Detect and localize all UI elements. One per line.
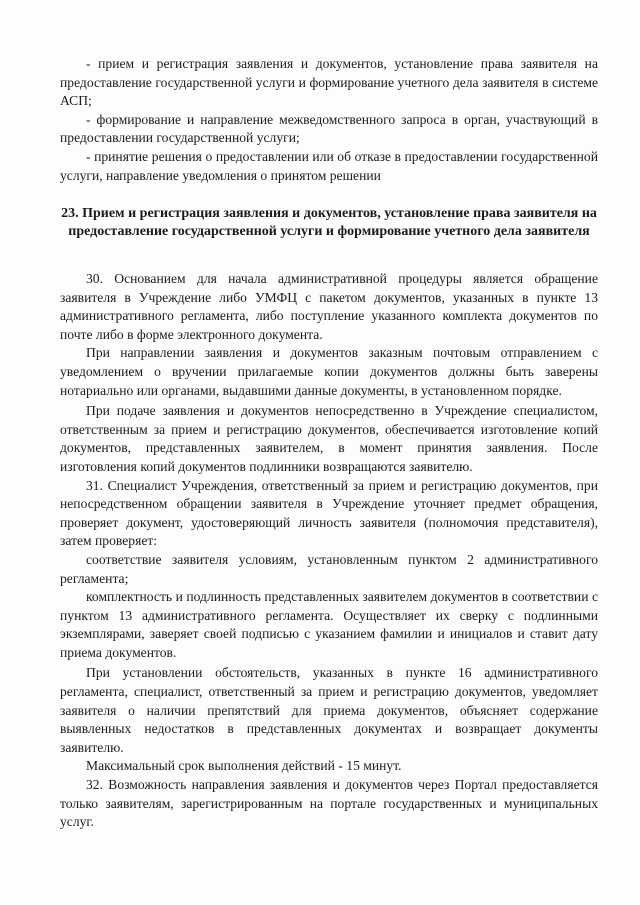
paragraph-32: 32. Возможность направления заявления и документов через Портал предоставляется только заявителям, зарегистрированным на портале государственных и муниципальных услуг. — [60, 777, 598, 830]
paragraph-direct-submission: При подаче заявления и документов непосредственно в Учреждение специалистом, ответственным за прием и регистрацию документов, обеспечивается изготовление копий документов, представленных заявителем, в момент принятия заявления. После изготовления копий документов подлинники возвращаются заявителю. — [60, 403, 598, 474]
paragraph-30: 30. Основанием для начала административной процедуры является обращение заявителя в Учреждение либо УМФЦ с пакетом документов, указанных в пункте 13 административного регламента, либо поступление указанного комплекта документов по почте либо в форме электронного документа. — [60, 271, 598, 342]
list-item: - принятие решения о предоставлении или об отказе в предоставлении государственной услуги, направление уведомления о принятом решении — [60, 148, 598, 183]
section-body — [60, 270, 598, 832]
paragraph-mail: При направлении заявления и документов заказным почтовым отправлением с уведомлением о вручении прилагаемые копии документов должны быть заверены нотариально или органами, выдавшими данные документы, в установленном порядке. — [60, 345, 598, 398]
paragraph-obstacles: При установлении обстоятельств, указанных в пункте 16 административного регламента, специалист, ответственный за прием и регистрацию документов, уведомляет заявителя о наличии препятствий для приема документов, объясняет содержание выявленных недостатков в представленных документах и возвращает документы заявителю. — [60, 665, 598, 755]
list-item: - формирование и направление межведомственного запроса в орган, участвующий в предоставлении государственной услуги; — [60, 111, 598, 146]
section-heading: 23. Прием и регистрация заявления и документов, установление права заявителя на предоставление государственной услуги и формирование учетного дела заявителя — [61, 206, 597, 240]
paragraph-max-time: Максимальный срок выполнения действий - 15 минут. — [86, 758, 402, 774]
paragraph-check-conditions: соответствие заявителя условиям, установленным пунктом 2 административного регламента; — [60, 551, 598, 586]
paragraph-31: 31. Специалист Учреждения, ответственный за прием и регистрацию документов, при непосредственном обращении заявителя в Учреждение уточняет предмет обращения, проверяет документ, удостоверяющий личность заявителя (полномочия представителя), затем проверяет: — [60, 477, 598, 549]
list-item: - прием и регистрация заявления и документов, установление права заявителя на предоставление государственной услуги и формирование учетного дела заявителя в системе АСП; — [60, 56, 598, 109]
paragraph-check-completeness: комплектность и подлинность представленных заявителем документов в соответствии с пунктом 13 административного регламента. Осуществляет их сверку с подлинными экземплярами, заверяет своей подписью с указанием фамилии и инициалов и ставит дату приема документов. — [60, 589, 598, 660]
intro-list — [60, 55, 598, 185]
